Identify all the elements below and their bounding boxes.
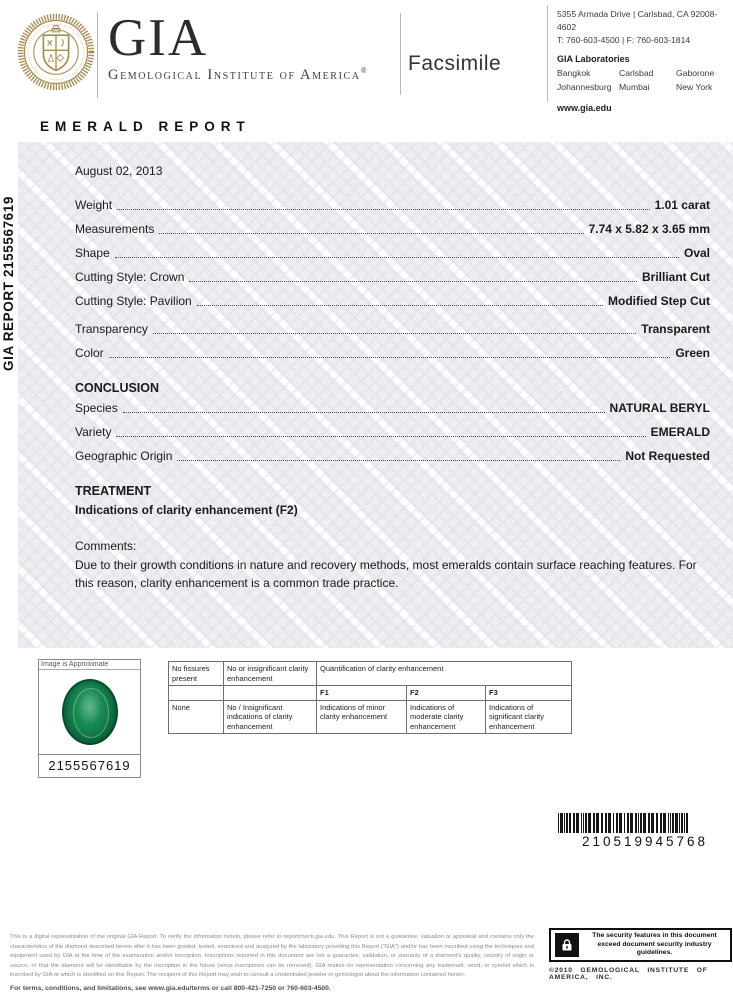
clarity-enhancement-table [168, 661, 572, 734]
header-divider-2 [400, 13, 401, 95]
spec-label: Color [75, 346, 104, 360]
lab-city: New York [676, 82, 713, 92]
table-row [169, 700, 572, 734]
cell-no-fissures: No fissures present [169, 662, 224, 686]
address-line-1: 5355 Armada Drive | Carlsbad, CA 92008-4602 [557, 9, 718, 32]
website-url: www.gia.edu [557, 103, 612, 113]
gem-photo [39, 670, 140, 754]
lab-city: Johannesburg [557, 82, 612, 92]
lock-icon [555, 933, 579, 957]
spec-label: Cutting Style: Pavilion [75, 294, 192, 308]
conclusion-row-species [75, 402, 710, 415]
cell-f3-description: Indications of significant clarity enhancement [486, 700, 572, 734]
spec-value: 1.01 carat [654, 198, 710, 212]
report-title: EMERALD REPORT [40, 119, 251, 134]
comments-text: Due to their growth conditions in nature and recovery methods, most emeralds contain surface reaching features. For this reason, clarity enhancement is a common trade practice. [75, 558, 697, 590]
cell-no-insig-indications: No / Insignificant indications of clarity enhancement [224, 700, 317, 734]
registered-mark: ® [360, 66, 369, 75]
spec-label: Geographic Origin [75, 449, 173, 463]
spec-value: Brilliant Cut [642, 270, 710, 284]
security-features-box [549, 928, 732, 962]
header [0, 0, 733, 112]
lab-city: Mumbai [619, 82, 650, 92]
dotted-leader [116, 436, 645, 437]
cell-grade-f2: F2 [407, 686, 486, 701]
spec-row-measurements [75, 223, 710, 236]
cell-f1-description: Indications of minor clarity enhancement [317, 700, 407, 734]
dotted-leader [117, 209, 649, 210]
cell-no-insignificant: No or insignificant clarity enhancement [224, 662, 317, 686]
header-divider-1 [97, 12, 98, 98]
spec-row-weight [75, 199, 710, 212]
spec-label: Shape [75, 246, 110, 260]
conclusion-heading: CONCLUSION [75, 381, 160, 395]
spec-value: Modified Step Cut [608, 294, 710, 308]
spec-label: Cutting Style: Crown [75, 270, 185, 284]
spec-row-color [75, 347, 710, 360]
cell-grade-f3: F3 [486, 686, 572, 701]
spec-value: Transparent [641, 322, 710, 336]
spec-row-shape [75, 247, 710, 260]
gem-image-box [38, 659, 141, 778]
spec-value: Oval [683, 246, 710, 260]
legal-disclaimer-text: This is a digital representation of the original GIA Report. To verify the information herein, please refer to reportcheck.gia.edu. This Report is not a guarantee, valuation or appraisal and contains only the characteristics of the diamond described herein after it has been graded, tested, examined and analyzed by the laboratory providing this Report ("GIA") and/or has been inscribed using the techniques and equipment used by GIA at the time of the examination and/or inscription. Inscriptions reported in this document are not a guarantee, validation, or warranty of a diamond's quality, country of origin or source; or that the diamond will be identifiable by the inscription in the future (since inscriptions can be removed). GIA makes no representation concerning any trademark, word, or symbol which is inscribed by GIA or which is identified on this Report. The recipient of this Report may wish to consult a credentialed jeweler or gemologist about the information contained herein. [10, 934, 534, 979]
cell-quantification: Quantification of clarity enhancement [317, 662, 572, 686]
spec-label: Transparency [75, 322, 148, 336]
comments-label: Comments: [75, 539, 137, 553]
spec-row-pavilion [75, 295, 710, 308]
spec-value: Not Requested [625, 449, 710, 463]
spec-value: EMERALD [650, 425, 710, 439]
institute-name-text: Gemological Institute of America [108, 66, 361, 83]
dotted-leader [109, 357, 671, 358]
copyright-line: ©2010 GEMOLOGICAL INSTITUTE OF AMERICA, INC. [549, 967, 708, 981]
spec-label: Measurements [75, 222, 155, 236]
report-date: August 02, 2013 [75, 164, 163, 178]
spec-label: Species [75, 401, 118, 415]
gia-wordmark [108, 9, 369, 84]
cell-empty [224, 686, 317, 701]
dotted-leader [115, 257, 679, 258]
gem-report-number: 2155567619 [38, 755, 141, 778]
spec-label: Weight [75, 198, 113, 212]
table-row [169, 686, 572, 701]
spec-label: Variety [75, 425, 112, 439]
lab-city: Bangkok [557, 68, 591, 78]
spec-value: Green [675, 346, 710, 360]
barcode-block [558, 813, 732, 849]
dotted-leader [123, 412, 605, 413]
institute-name [108, 66, 368, 84]
address-block [557, 8, 729, 115]
barcode-number: 210519945768 [581, 834, 709, 849]
terms-line: For terms, conditions, and limitations, see www.gia.edu/terms or call 800-421-7250 or 760-603-4500. [10, 985, 331, 992]
emerald-gem-image [62, 679, 118, 745]
labs-grid [557, 66, 729, 94]
side-report-number: GIA REPORT 2155567619 [1, 196, 16, 371]
header-divider-3 [547, 5, 548, 102]
report-content [75, 142, 710, 592]
cell-grade-f1: F1 [317, 686, 407, 701]
gem-image-caption: Image is Approximate [39, 660, 140, 670]
spec-row-transparency [75, 323, 710, 336]
lab-city: Carlsbad [619, 68, 654, 78]
gia-seal-icon [14, 6, 98, 98]
conclusion-row-origin [75, 450, 710, 463]
treatment-heading: TREATMENT [75, 484, 152, 498]
table-row [169, 662, 572, 686]
gem-image-frame [38, 659, 141, 755]
treatment-value: Indications of clarity enhancement (F2) [75, 503, 298, 517]
gia-wordmark-text: GIA [108, 9, 209, 67]
cell-none: None [169, 700, 224, 734]
security-note-text: The security features in this document exceed document security industry guidelines. [592, 932, 717, 957]
dotted-leader [197, 305, 603, 306]
spec-value: 7.74 x 5.82 x 3.65 mm [588, 222, 710, 236]
dotted-leader [159, 233, 583, 234]
facsimile-label: Facsimile [408, 52, 502, 75]
spec-row-crown [75, 271, 710, 284]
spec-value: NATURAL BERYL [609, 401, 710, 415]
padlock-icon [560, 938, 574, 952]
gia-seal-logo [14, 6, 98, 98]
dotted-leader [189, 281, 637, 282]
cell-empty [169, 686, 224, 701]
dotted-leader [177, 460, 620, 461]
cell-f2-description: Indications of moderate clarity enhancement [407, 700, 486, 734]
conclusion-row-variety [75, 426, 710, 439]
labs-title: GIA Laboratories [557, 54, 630, 64]
address-line-2: T: 760-603-4500 | F: 760-603-1814 [557, 35, 691, 45]
barcode-icon [558, 813, 732, 833]
dotted-leader [153, 333, 636, 334]
lab-city: Gaborone [676, 68, 715, 78]
